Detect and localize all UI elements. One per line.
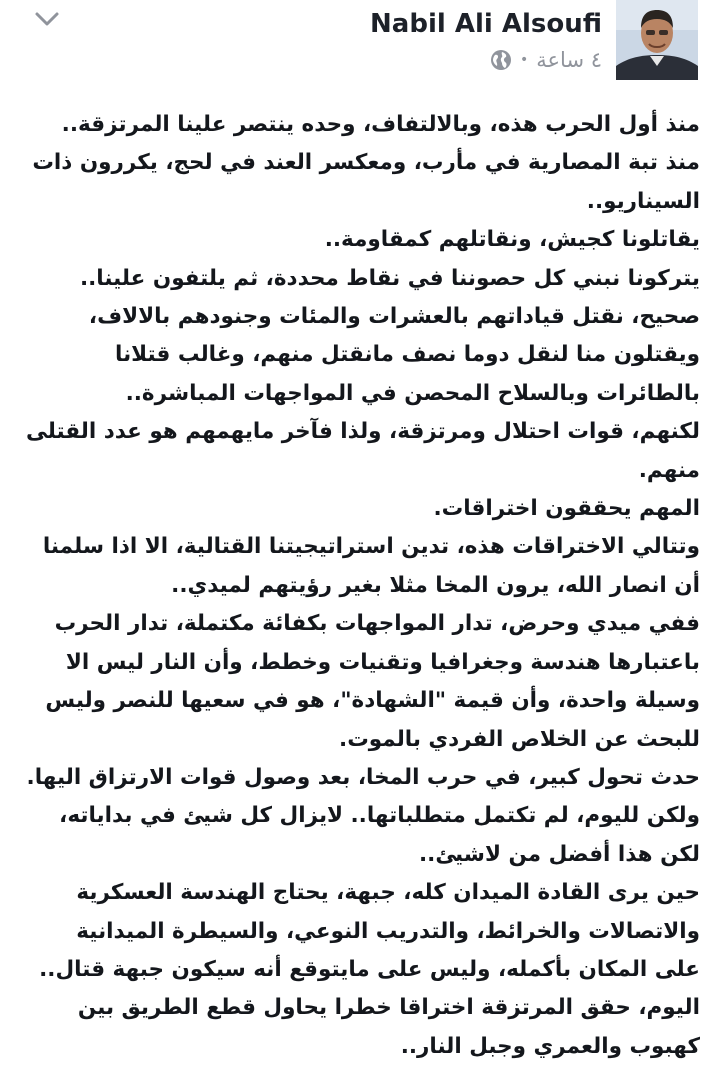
post-paragraph: صحيح، نقتل قياداتهم بالعشرات والمئات وجنودهم بالالاف، ويقتلون منا لنقل دوما نصف مانقتل منهم، وغالب قتلانا بالطائرات وبالسلاح المحصن في المواجهات المباشرة.. (88, 304, 700, 406)
post-timestamp[interactable]: ٤ ساعة (536, 48, 602, 72)
avatar[interactable] (616, 0, 698, 80)
post-paragraph: يتركونا نبني كل حصوننا في نقاط محددة، ثم يلتفون علينا.. (79, 265, 700, 291)
author-name[interactable]: Nabil Ali Alsoufi (370, 9, 602, 39)
post-paragraph: المهم يحققون اختراقات. (433, 496, 700, 522)
post-paragraph: وتتالي الاختراقات هذه، تدين استراتيجيتنا القتالية، الا اذا سلمنا أن انصار الله، يرون المخا مثلا بغير رؤيتهم لميدي.. (42, 534, 700, 598)
post-body (26, 106, 700, 1066)
globe-icon[interactable] (490, 49, 512, 71)
post-paragraph: اليوم، حقق المرتزقة اختراقا خطرا يحاول قطع الطريق بين كهبوب والعمري وجبل النار.. (77, 995, 700, 1059)
chevron-down-icon[interactable] (34, 10, 60, 28)
post-meta (490, 46, 602, 74)
post-paragraph: منذ تبة المصارية في مأرب، ومعكسر العند في لحج، يكررون ذات السيناريو.. (32, 150, 700, 214)
post-paragraph: ففي ميدي وحرض، تدار المواجهات بكفائة مكتملة، تدار الحرب باعتبارها هندسة وجغرافيا وتقنيات وخطط، وأن النار ليس الا وسيلة واحدة، وأن قيمة "الشهادة"، هو في سعيها للنصر وليس للبحث عن الخلاص الفردي بالموت. (45, 611, 700, 752)
meta-separator: • (519, 52, 529, 68)
post-paragraph: لكنهم، قوات احتلال ومرتزقة، ولذا فآخر مايهمهم هو عدد القتلى منهم. (26, 419, 700, 483)
post-paragraph: منذ أول الحرب هذه، وبالالتفاف، وحده ينتصر علينا المرتزقة.. (61, 112, 700, 137)
post-paragraph: ولكن لليوم، لم تكتمل متطلباتها.. لايزال كل شيئ في بداياته، لكن هذا أفضل من لاشيئ.. (59, 803, 700, 867)
post-paragraph: يقاتلونا كجيش، ونقاتلهم كمقاومة.. (324, 227, 700, 253)
profile-photo (616, 0, 698, 80)
post-header (0, 0, 720, 96)
post-paragraph: حدث تحول كبير، في حرب المخا، بعد وصول قوات الارتزاق اليها. (26, 764, 700, 790)
post-paragraph: حين يرى القادة الميدان كله، جبهة، يحتاج الهندسة العسكرية والاتصالات والخرائط، والتدريب النوعي، والسيطرة الميدانية على المكان بأكمله، وليس على مايتوقع أنه سيكون جبهة قتال.. (39, 880, 700, 982)
